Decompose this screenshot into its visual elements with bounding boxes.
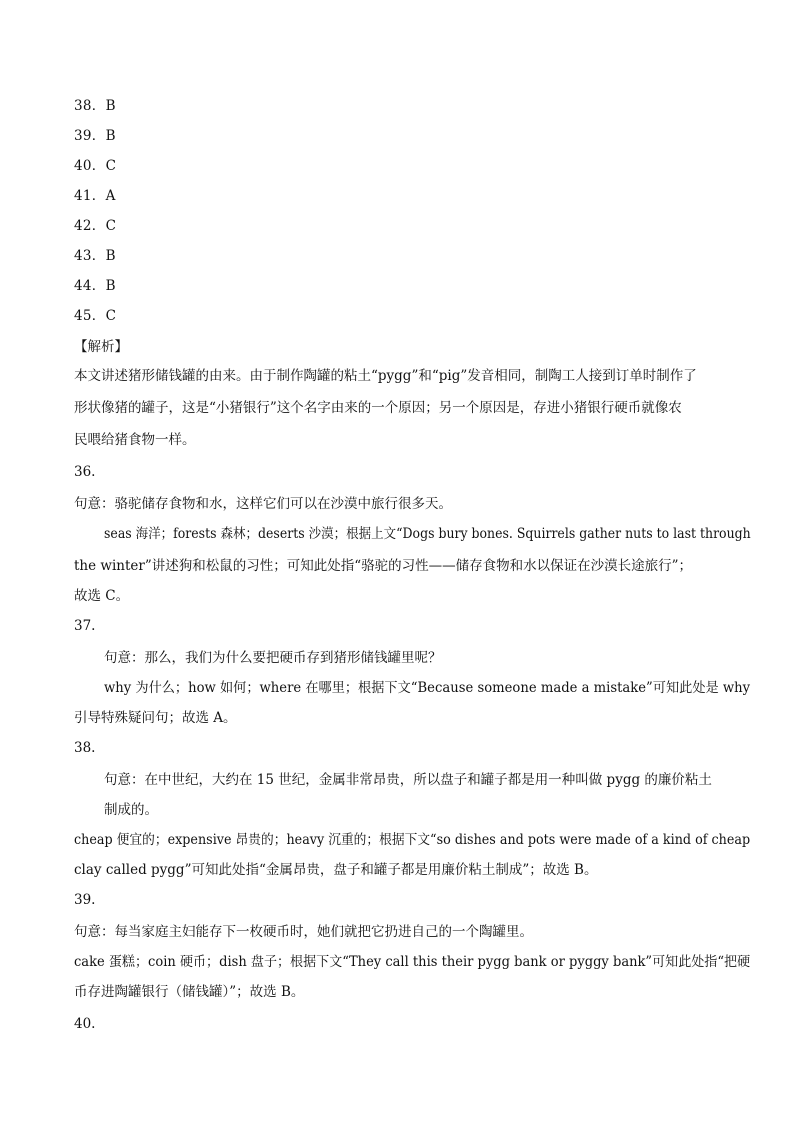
explanation-line: why 为什么；how 如何；where 在哪里；根据下文“Because someone made a mistake”可知此处是 why	[104, 680, 751, 696]
answer-41: 41．A	[74, 188, 116, 204]
explanation-line: clay called pygg”可知此处指“金属昂贵，盘子和罐子都是用廉价粘土制成”；故选 B。	[74, 862, 598, 878]
sentence-meaning: 句意：每当家庭主妇能存下一枚硬币时，她们就把它扔进自己的一个陶罐里。	[74, 924, 533, 940]
sentence-meaning: 句意：那么，我们为什么要把硬币存到猪形储钱罐里呢？	[104, 650, 442, 666]
summary-line: 形状像猪的罐子，这是“小猪银行”这个名字由来的一个原因；另一个原因是，存进小猪银行硬币就像农	[74, 400, 682, 416]
question-number: 38.	[74, 740, 96, 756]
question-number: 40.	[74, 1016, 96, 1032]
explanation-line: cheap 便宜的；expensive 昂贵的；heavy 沉重的；根据下文“so dishes and pots were made of a kind of cheap	[74, 832, 751, 848]
answer-39: 39．B	[74, 128, 116, 144]
explanation-line: cake 蛋糕；coin 硬币；dish 盘子；根据下文“They call this their pygg bank or pyggy bank”可知此处指“把硬	[74, 954, 751, 970]
analysis-heading: 【解析】	[74, 339, 128, 355]
explanation-line: 故选 C。	[74, 588, 130, 604]
explanation-line: 币存进陶罐银行（储钱罐）”；故选 B。	[74, 984, 305, 1000]
explanation-line: 引导特殊疑问句；故选 A。	[74, 710, 237, 726]
sentence-meaning: 制成的。	[104, 802, 158, 818]
answer-45: 45．C	[74, 308, 117, 324]
sentence-meaning: 句意：骆驼储存食物和水，这样它们可以在沙漠中旅行很多天。	[74, 496, 452, 512]
answer-40: 40．C	[74, 158, 117, 174]
question-number: 39.	[74, 892, 96, 908]
summary-line: 民喂给猪食物一样。	[74, 432, 196, 448]
explanation-line: seas 海洋；forests 森林；deserts 沙漠；根据上文“Dogs bury bones. Squirrels gather nuts to last through	[104, 526, 751, 542]
answer-44: 44．B	[74, 278, 116, 294]
explanation-line: the winter”讲述狗和松鼠的习性；可知此处指“骆驼的习性——储存食物和水以保证在沙漠长途旅行”；	[74, 558, 693, 574]
answer-38: 38．B	[74, 98, 116, 114]
question-number: 36.	[74, 464, 96, 480]
answer-43: 43．B	[74, 248, 116, 264]
answer-42: 42．C	[74, 218, 117, 234]
summary-line: 本文讲述猪形储钱罐的由来。由于制作陶罐的粘土“pygg”和“pig”发音相同，制陶工人接到订单时制作了	[74, 368, 697, 384]
question-number: 37.	[74, 618, 96, 634]
sentence-meaning: 句意：在中世纪，大约在 15 世纪，金属非常昂贵，所以盘子和罐子都是用一种叫做 pygg 的廉价粘土	[104, 772, 712, 788]
